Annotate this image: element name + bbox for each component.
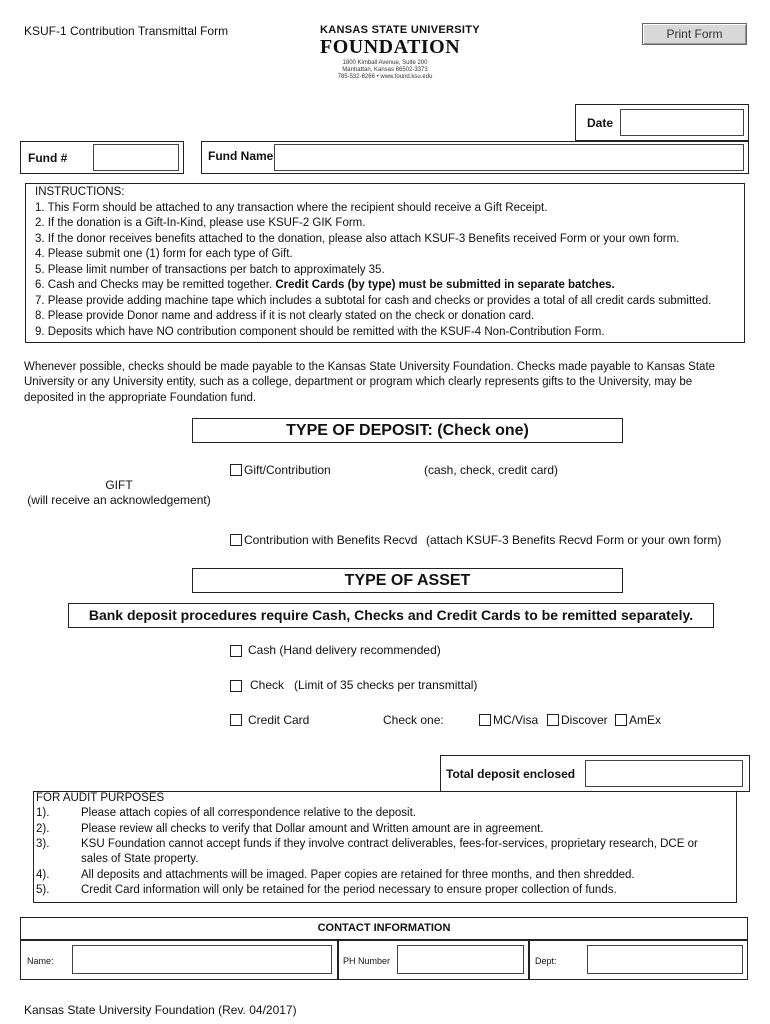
deposit-type-heading: TYPE OF DEPOSIT: (Check one) [192,418,623,443]
cash-label: Cash (Hand delivery recommended) [248,643,441,657]
fund-name-label: Fund Name [208,149,274,163]
audit-item-number: 3). [36,838,50,850]
gift-contribution-checkbox[interactable] [230,464,242,476]
gift-label: GIFT [105,478,133,492]
fund-number-field[interactable] [93,144,179,171]
instruction-item: 9. Deposits which have NO contribution component should be remitted with the KSUF-4 Non-Contribution Form. [35,326,605,338]
discover-label: Discover [561,713,608,727]
instruction-item-6 [35,279,615,291]
contact-name-label: Name: [27,956,54,966]
contact-phone-label: PH Number [343,956,391,966]
audit-item-text: Please review all checks to verify that Dollar amount and Written amount are in agreement. [81,823,544,835]
benefits-recvd-label: Contribution with Benefits Recvd [244,533,418,547]
instruction-item: 3. If the donor receives benefits attached to the donation, please also attach KSUF-3 Benefits received Form or your own form. [35,233,680,245]
bank-procedures-banner: Bank deposit procedures require Cash, Checks and Credit Cards to be remitted separately. [68,603,714,628]
instruction-item: 1. This Form should be attached to any transaction where the recipient should receive a Gift Receipt. [35,202,548,214]
audit-item-number: 4). [36,869,50,881]
contact-dept-field[interactable] [587,945,743,974]
mc-visa-label: MC/Visa [493,713,539,727]
instruction-item: 4. Please submit one (1) form for each type of Gift. [35,248,293,260]
org-name-line2: FOUNDATION [320,36,461,58]
form-title: KSUF-1 Contribution Transmittal Form [24,24,229,38]
credit-card-label: Credit Card [248,713,310,727]
gift-contribution-label: Gift/Contribution [244,463,331,477]
gift-note: (will receive an acknowledgement) [27,493,211,507]
contact-heading: CONTACT INFORMATION [20,917,748,940]
audit-item-number: 1). [36,807,50,819]
fund-number-label: Fund # [28,151,68,165]
benefits-recvd-checkbox[interactable] [230,534,242,546]
amex-checkbox[interactable] [615,714,627,726]
audit-item-text: KSU Foundation cannot accept funds if they involve contract deliverables, fees-for-services, proprietary research, DCE or [81,838,698,850]
check-one-label: Check one: [383,713,444,727]
mc-visa-checkbox[interactable] [479,714,491,726]
audit-item-text: All deposits and attachments will be imaged. Paper copies are retained for three months, and then shredded. [81,869,635,881]
address-line2: Manhattan, Kansas 66502-3373 [342,67,428,73]
check-checkbox[interactable] [230,680,242,692]
contact-phone-field[interactable] [397,945,524,974]
cash-checkbox[interactable] [230,645,242,657]
instructions-heading: INSTRUCTIONS: [35,186,125,198]
audit-item-text: Credit Card information will only be retained for the period necessary to ensure proper collection of funds. [81,884,617,896]
instruction-item: 2. If the donation is a Gift-In-Kind, please use KSUF-2 GIK Form. [35,217,366,229]
amex-label: AmEx [629,713,662,727]
audit-item-text: Please attach copies of all correspondence relative to the deposit. [81,807,416,819]
instruction-item-6-bold: Credit Cards (by type) must be submitted in separate batches. [275,279,615,291]
fund-name-field[interactable] [274,144,744,171]
discover-checkbox[interactable] [547,714,559,726]
benefits-recvd-note: (attach KSUF-3 Benefits Recvd Form or your own form) [426,533,722,547]
gift-contribution-note: (cash, check, credit card) [424,463,559,477]
asset-type-heading: TYPE OF ASSET [192,568,623,593]
org-name-line1: KANSAS STATE UNIVERSITY [320,24,480,36]
date-field[interactable] [620,109,744,136]
contact-dept-label: Dept: [535,956,557,966]
date-label: Date [587,116,614,130]
payable-paragraph-line3: deposited in the appropriate Foundation fund. [24,392,257,404]
instruction-item: 8. Please provide Donor name and address if it is not clearly stated on the check or donation card. [35,310,535,322]
instruction-item: 5. Please limit number of transactions per batch to approximately 35. [35,264,385,276]
audit-heading: FOR AUDIT PURPOSES [36,792,165,804]
contact-name-field[interactable] [72,945,332,974]
check-label: Check (Limit of 35 checks per transmittal) [250,678,478,692]
footer-revision: Kansas State University Foundation (Rev. 04/2017) [24,1003,297,1017]
address-line1: 1800 Kimball Avenue, Suite 200 [342,60,428,66]
audit-item-number: 5). [36,884,50,896]
instruction-item-6-text: 6. Cash and Checks may be remitted together. [35,279,273,291]
print-form-button[interactable]: Print Form [642,23,747,45]
address-line3: 785-532-6266 • www.found.ksu.edu [337,74,433,80]
payable-paragraph-line1: Whenever possible, checks should be made payable to the Kansas State University Foundation. Checks made payable to Kansas State [24,361,716,373]
total-deposit-label: Total deposit enclosed [446,767,576,781]
audit-item-number: 2). [36,823,50,835]
instruction-item: 7. Please provide adding machine tape which includes a subtotal for cash and checks or provides a total of all credit cards submitted. [35,295,712,307]
audit-item-text: sales of State property. [81,853,199,865]
payable-paragraph-line2: University or any University entity, such as a college, department or program which clearly represents gifts to the University, may be [24,376,693,388]
credit-card-checkbox[interactable] [230,714,242,726]
total-deposit-field[interactable] [585,760,743,787]
